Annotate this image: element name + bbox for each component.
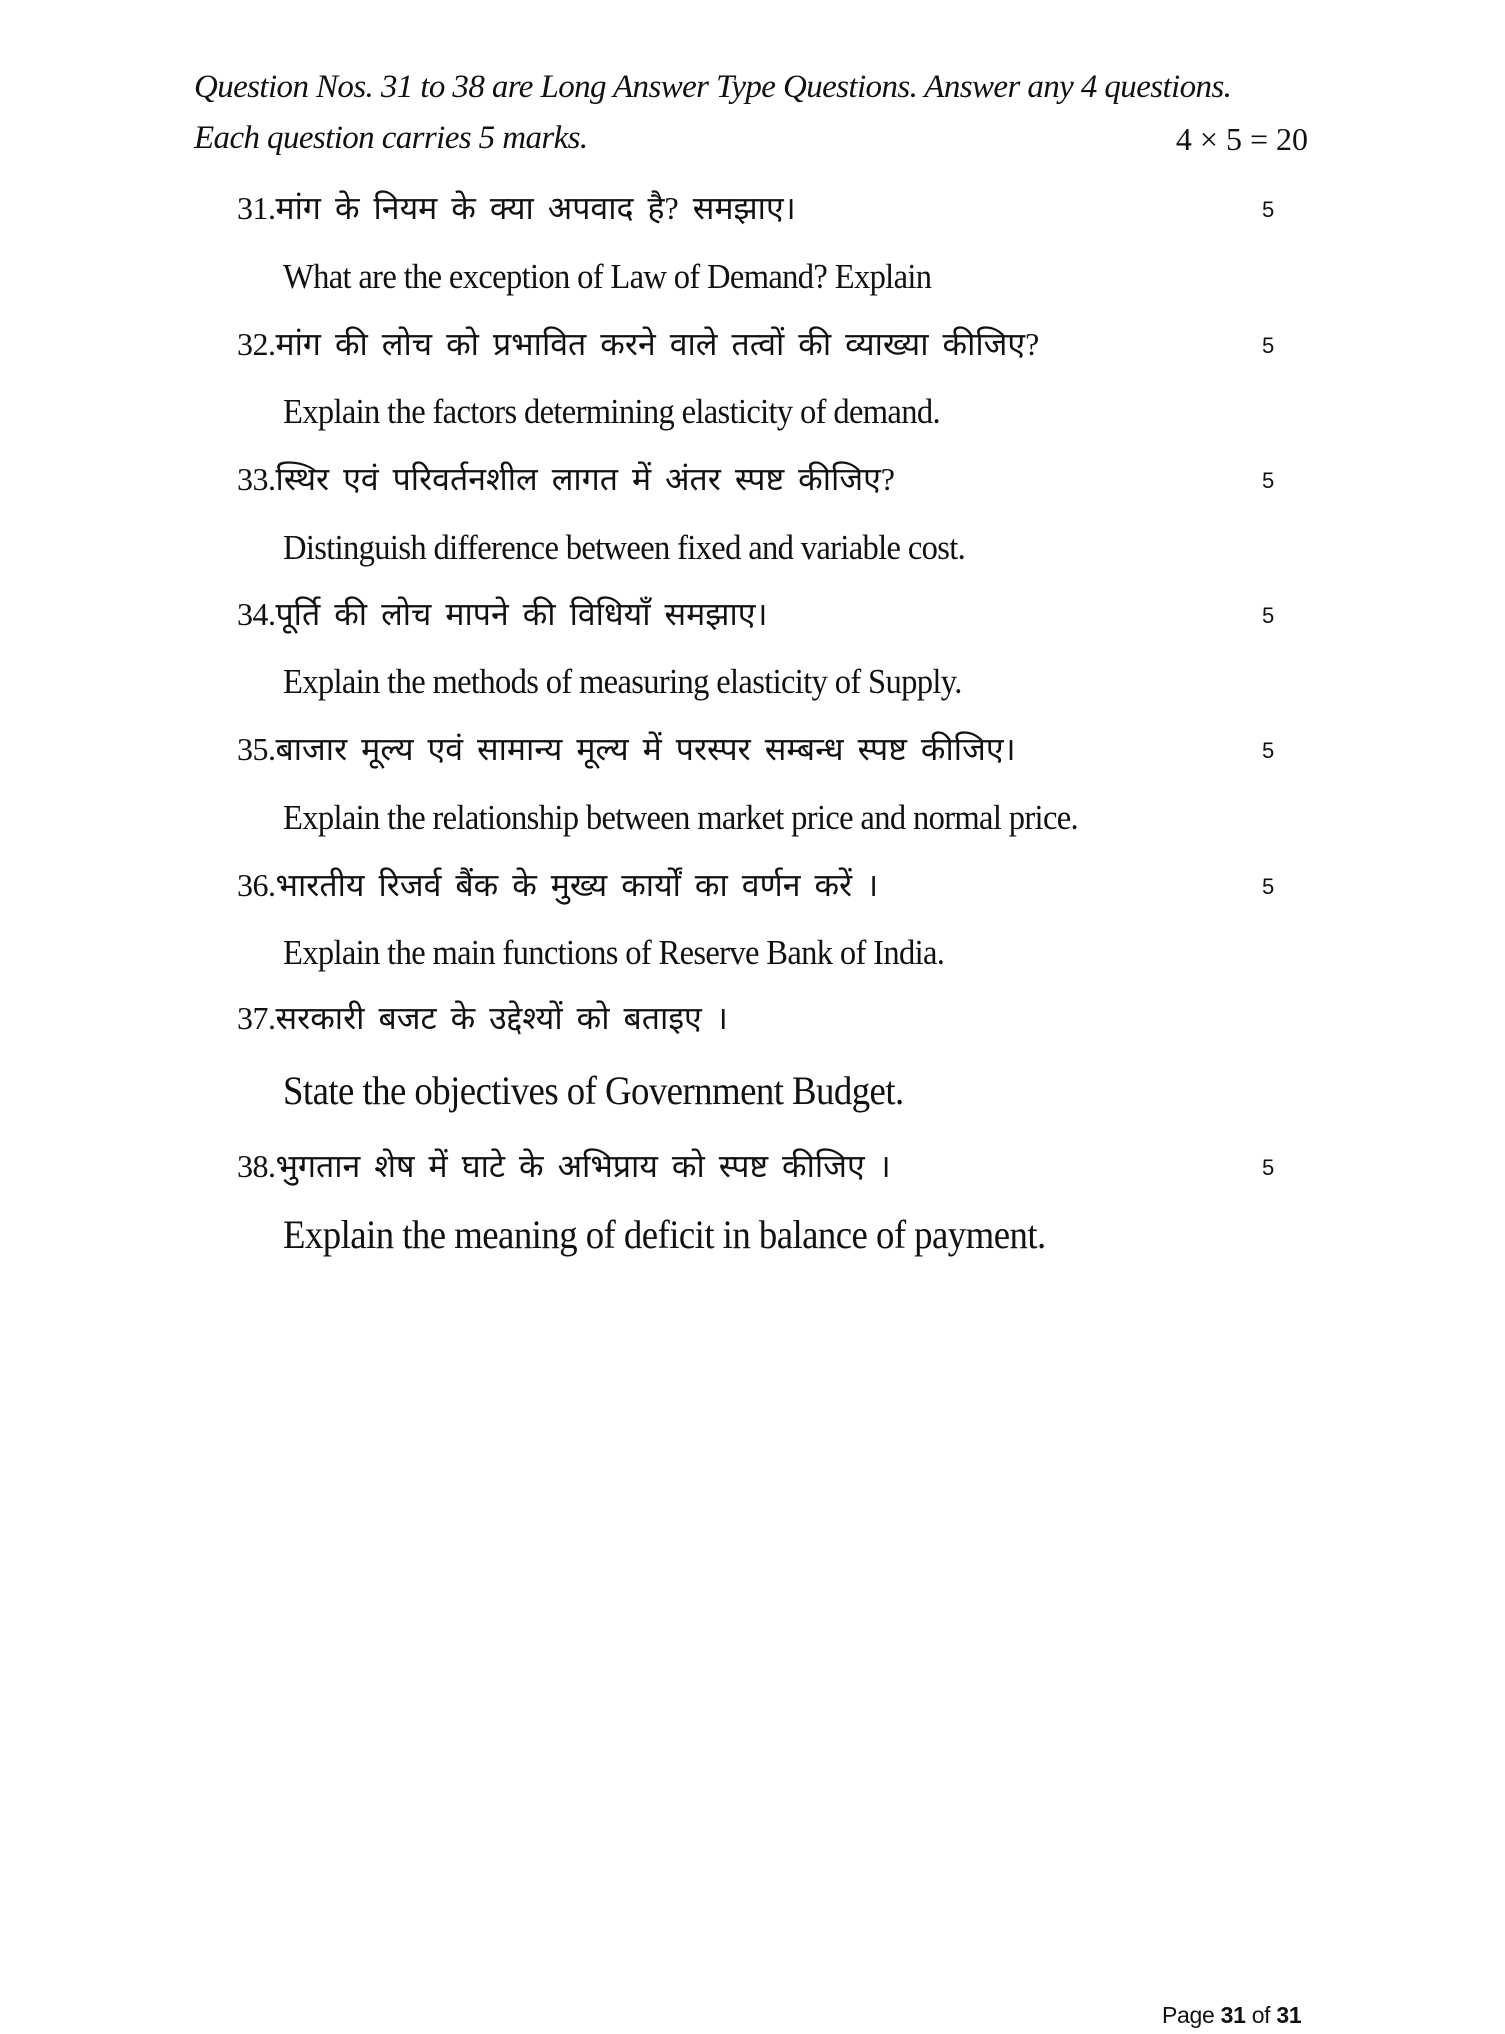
question-36-english: Explain the main functions of Reserve Bank of India. [283, 933, 945, 972]
question-text-hindi: भुगतान शेष में घाटे के अभिप्राय को स्पष्ट कीजिए । [275, 1148, 891, 1184]
question-number: 31. [237, 190, 276, 226]
question-35-hindi [237, 733, 1016, 765]
instructions-line-1: Question Nos. 31 to 38 are Long Answer Type Questions. Answer any 4 questions. [194, 69, 1232, 105]
question-36-marks: 5 [1262, 874, 1275, 899]
question-34-hindi [237, 598, 768, 630]
question-31-marks: 5 [1262, 197, 1275, 222]
question-text-hindi: मांग के नियम के क्या अपवाद है? समझाए। [275, 190, 796, 226]
page-footer [1162, 2004, 1301, 2027]
question-37-hindi [237, 1002, 728, 1034]
question-31-hindi [237, 192, 796, 224]
question-text-hindi: स्थिर एवं परिवर्तनशील लागत में अंतर स्पष्ट कीजिए? [275, 461, 895, 497]
question-33-marks: 5 [1262, 468, 1275, 493]
question-text-hindi: मांग की लोच को प्रभावित करने वाले तत्वों की व्याख्या कीजिए? [275, 326, 1040, 362]
total-marks: 4 × 5 = 20 [1175, 121, 1308, 157]
question-33-english: Distinguish difference between fixed and variable cost. [283, 528, 966, 567]
question-35-english: Explain the relationship between market price and normal price. [283, 798, 1079, 837]
question-number: 37. [237, 1000, 276, 1036]
instructions-line-2: Each question carries 5 marks. [194, 120, 588, 156]
question-38-english: Explain the meaning of deficit in balance of payment. [283, 1212, 1046, 1257]
question-number: 32. [237, 326, 276, 362]
question-number: 33. [237, 461, 276, 497]
question-text-hindi: भारतीय रिजर्व बैंक के मुख्य कार्यों का वर्णन करें । [275, 867, 879, 903]
question-38-hindi [237, 1150, 891, 1182]
question-33-hindi [237, 463, 895, 495]
question-text-hindi: बाजार मूल्य एवं सामान्य मूल्य में परस्पर सम्बन्ध स्पष्ट कीजिए। [275, 731, 1016, 767]
question-34-marks: 5 [1262, 603, 1275, 628]
question-32-english: Explain the factors determining elasticity of demand. [283, 392, 940, 431]
of-label: of [1251, 2002, 1271, 2028]
question-35-marks: 5 [1262, 738, 1275, 763]
current-page-number: 31 [1220, 2002, 1246, 2028]
question-number: 38. [237, 1148, 276, 1184]
total-pages-number: 31 [1276, 2002, 1302, 2028]
question-32-marks: 5 [1262, 333, 1275, 358]
question-text-hindi: पूर्ति की लोच मापने की विधियाँ समझाए। [275, 596, 768, 632]
question-38-marks: 5 [1262, 1155, 1275, 1180]
question-37-english: State the objectives of Government Budget. [283, 1068, 904, 1113]
question-number: 36. [237, 867, 276, 903]
question-text-hindi: सरकारी बजट के उद्देश्यों को बताइए । [275, 1000, 728, 1036]
question-number: 34. [237, 596, 276, 632]
question-36-hindi [237, 869, 878, 901]
question-32-hindi [237, 328, 1039, 360]
question-34-english: Explain the methods of measuring elasticity of Supply. [283, 662, 962, 701]
question-31-english: What are the exception of Law of Demand? Explain [283, 257, 932, 296]
page-label: Page [1162, 2002, 1215, 2028]
question-number: 35. [237, 731, 276, 767]
